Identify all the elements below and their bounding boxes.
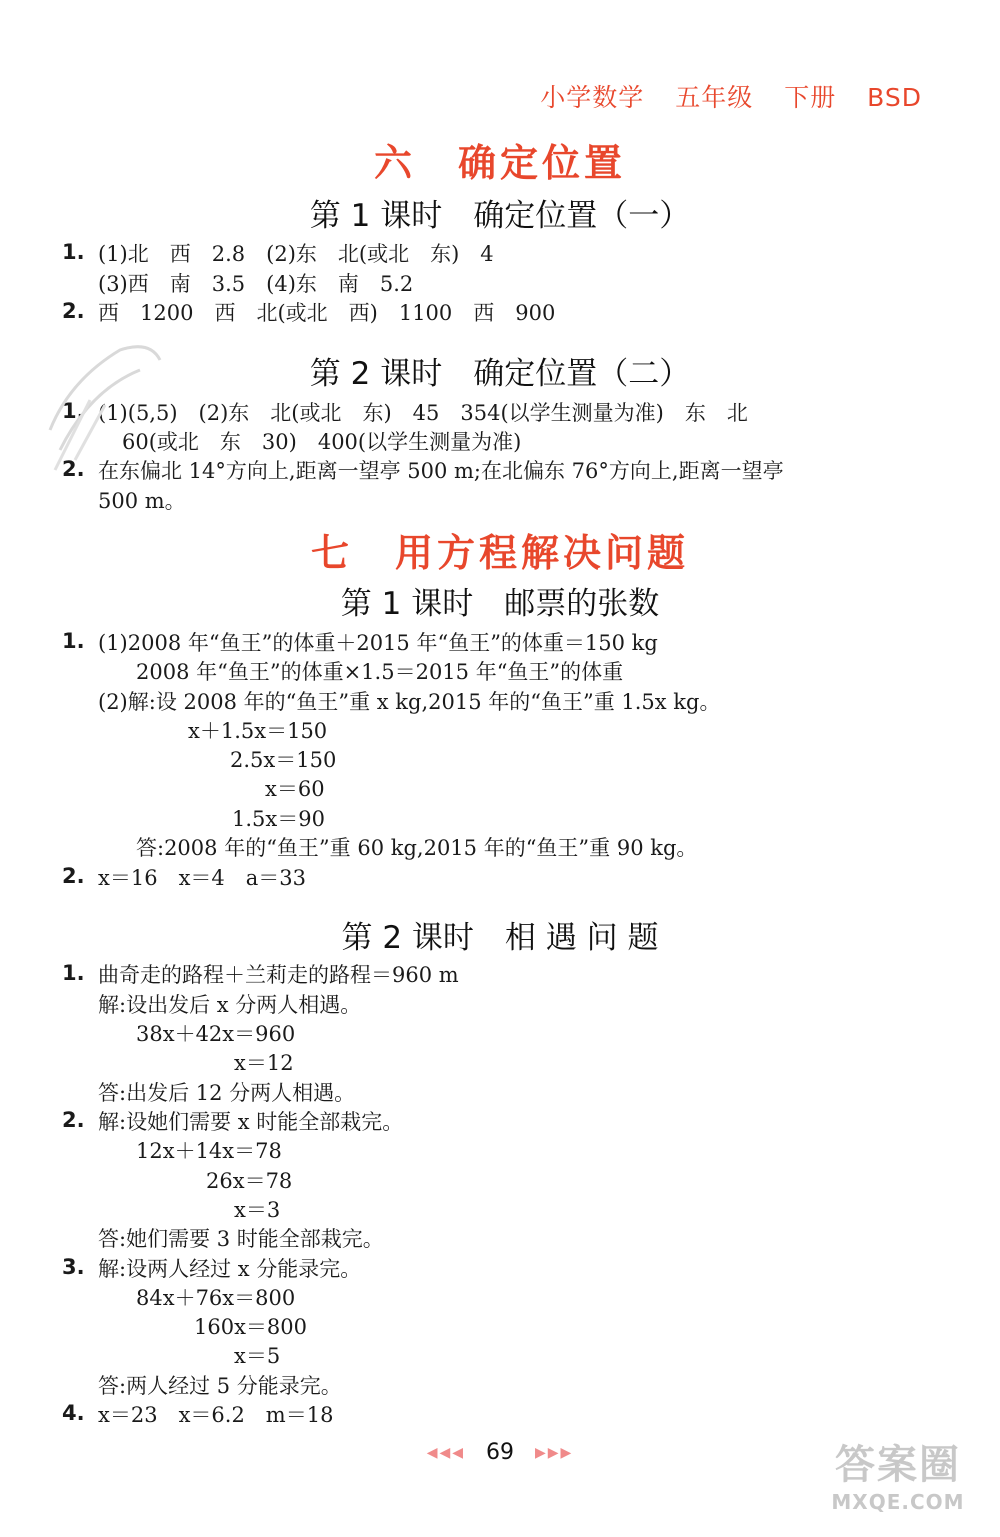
question-number: 2. xyxy=(62,864,85,888)
answer-line: 答:2008 年的“鱼王”重 60 kg,2015 年的“鱼王”重 90 kg。 xyxy=(136,836,698,860)
question-number: 1. xyxy=(62,961,85,985)
answer-line: 西 1200 西 北(或北 西) 1100 西 900 xyxy=(98,301,556,325)
chapter-7-title: 七 用方程解决问题 xyxy=(310,531,689,575)
answer-line: 答:两人经过 5 分能录完。 xyxy=(98,1374,342,1398)
header-volume: 下册 xyxy=(784,83,837,112)
header-edition: BSD xyxy=(867,83,922,112)
equation-line: 26x＝78 xyxy=(206,1169,293,1193)
equation-line: 160x＝800 xyxy=(194,1315,308,1339)
ch7-lesson2-title: 第 2 课时 相 遇 问 题 xyxy=(341,920,659,956)
header-subject: 小学数学 xyxy=(540,83,645,112)
answer-line: (2)解:设 2008 年的“鱼王”重 x kg,2015 年的“鱼王”重 1.5x kg。 xyxy=(98,690,721,714)
question-number: 2. xyxy=(62,457,85,481)
question-number: 3. xyxy=(62,1255,85,1279)
equation-line: x＋1.5x＝150 xyxy=(188,719,328,743)
question-number: 2. xyxy=(62,299,85,323)
question-number: 1. xyxy=(62,240,85,264)
question-number: 1. xyxy=(62,629,85,653)
answer-line: (1)2008 年“鱼王”的体重＋2015 年“鱼王”的体重＝150 kg xyxy=(98,631,658,655)
answer-line: 曲奇走的路程＋兰莉走的路程＝960 m xyxy=(98,963,459,987)
equation-line: x＝5 xyxy=(234,1344,281,1368)
ch6-lesson1-title: 第 1 课时 确定位置（一） xyxy=(309,198,691,234)
answer-line: 解:设两人经过 x 分能录完。 xyxy=(98,1257,362,1281)
site-watermark xyxy=(808,1433,988,1523)
equation-line: x＝12 xyxy=(234,1051,294,1075)
answer-line: 答:出发后 12 分两人相遇。 xyxy=(98,1081,356,1105)
answer-line: 在东偏北 14°方向上,距离一望亭 500 m;在北偏东 76°方向上,距离一望亭 xyxy=(98,459,784,483)
watermark-logo-text: 答案圈 xyxy=(835,1442,961,1488)
equation-line: 84x＋76x＝800 xyxy=(136,1286,296,1310)
header-grade: 五年级 xyxy=(675,83,754,112)
answer-line: x＝16 x＝4 a＝33 xyxy=(98,866,307,890)
ch6-lesson2-title: 第 2 课时 确定位置（二） xyxy=(309,356,691,392)
answer-line: 60(或北 东 30) 400(以学生测量为准) xyxy=(122,430,522,454)
answer-line: (1)北 西 2.8 (2)东 北(或北 东) 4 xyxy=(98,242,494,266)
answer-line: 2008 年“鱼王”的体重×1.5＝2015 年“鱼王”的体重 xyxy=(136,660,624,684)
question-number: 4. xyxy=(62,1401,85,1425)
answer-line: 解:设出发后 x 分两人相遇。 xyxy=(98,993,362,1017)
page-number: 69 xyxy=(486,1440,514,1465)
left-arrows-icon: ◀◀◀ xyxy=(426,1445,465,1461)
equation-line: 2.5x＝150 xyxy=(230,748,337,772)
watermark-url: MXQE.COM xyxy=(831,1490,965,1514)
question-number: 1. xyxy=(62,399,85,423)
answer-line: (3)西 南 3.5 (4)东 南 5.2 xyxy=(98,272,414,296)
equation-line: 38x＋42x＝960 xyxy=(136,1022,296,1046)
page-header xyxy=(518,78,922,114)
ch7-lesson1-title: 第 1 课时 邮票的张数 xyxy=(340,586,660,622)
chapter-6-title: 六 确定位置 xyxy=(373,141,626,185)
equation-line: 1.5x＝90 xyxy=(232,807,325,831)
equation-line: x＝3 xyxy=(234,1198,281,1222)
question-number: 2. xyxy=(62,1108,85,1132)
answer-line: 解:设她们需要 x 时能全部栽完。 xyxy=(98,1110,404,1134)
pencil-smudge-mark xyxy=(30,320,180,520)
right-arrows-icon: ▶▶▶ xyxy=(535,1445,574,1461)
answer-line: 500 m。 xyxy=(98,489,186,513)
equation-line: 12x＋14x＝78 xyxy=(136,1139,282,1163)
equation-line: x＝60 xyxy=(265,777,325,801)
answer-line: 答:她们需要 3 时能全部栽完。 xyxy=(98,1227,384,1251)
answer-line: x＝23 x＝6.2 m＝18 xyxy=(98,1403,334,1427)
answer-line: (1)(5,5) (2)东 北(或北 东) 45 354(以学生测量为准) 东 北 xyxy=(98,401,748,425)
